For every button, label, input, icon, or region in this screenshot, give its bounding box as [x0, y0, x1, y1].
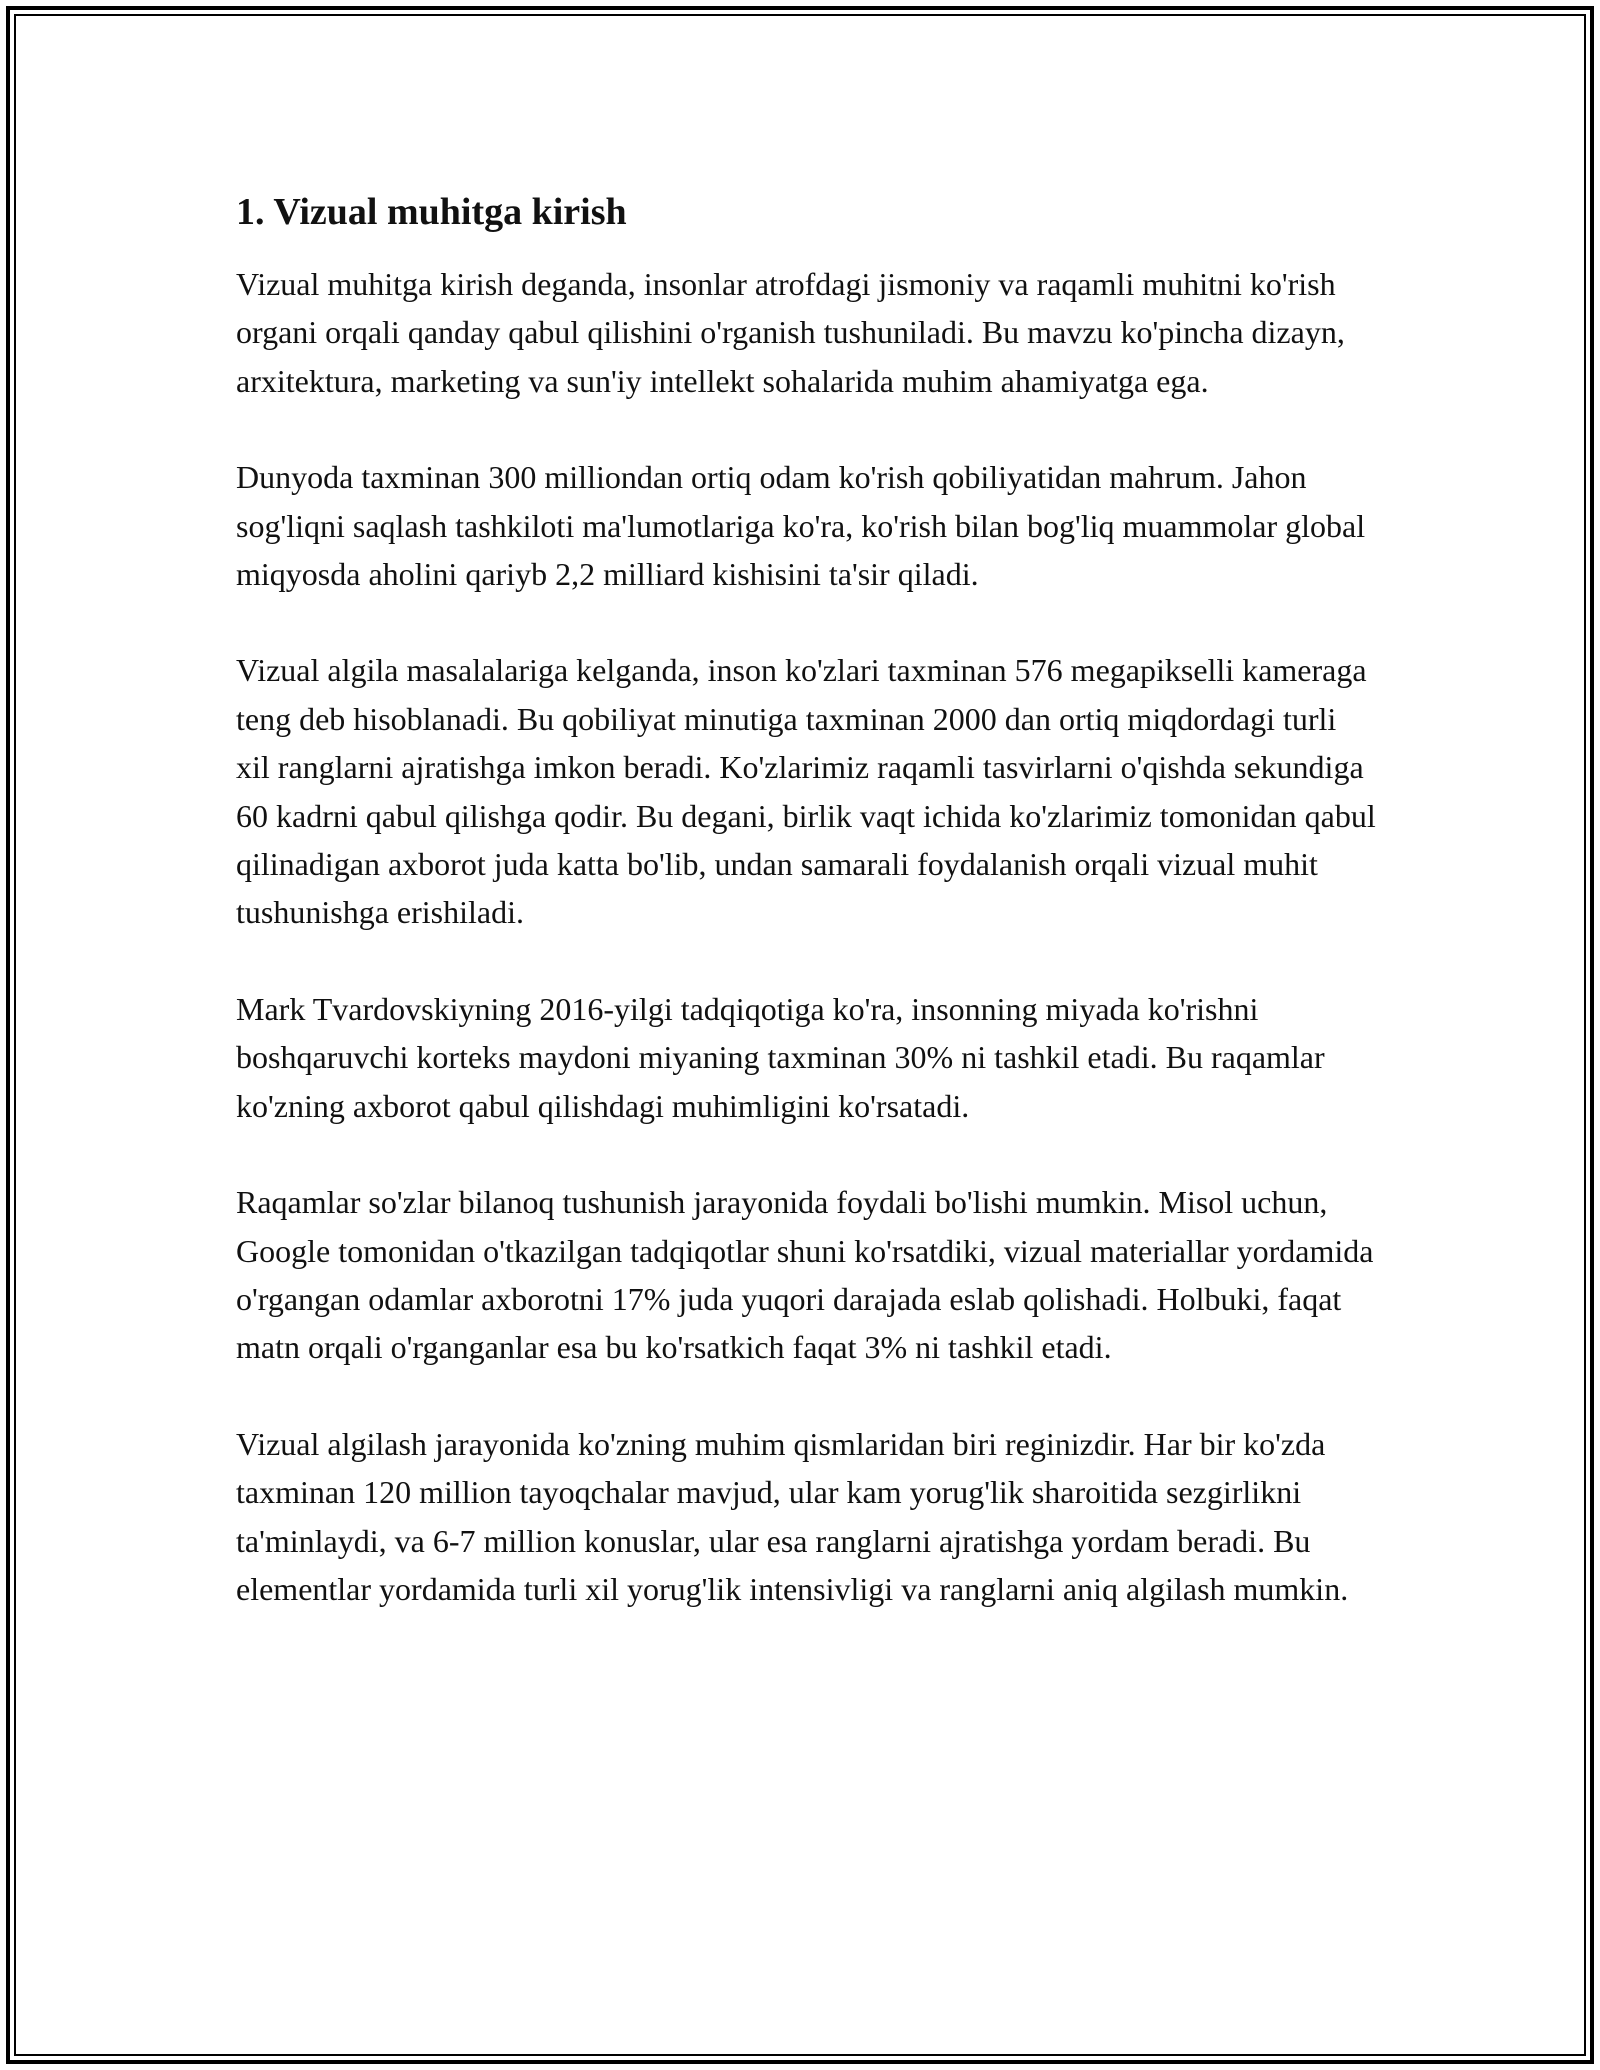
paragraph-1: Vizual muhitga kirish deganda, insonlar atrofdagi jismoniy va raqamli muhitni ko'rish organi orqali qanday qabul qilishini o'rganish tushuniladi. Bu mavzu ko'pincha dizayn, arxitektura, marketing va sun'iy intellekt sohalarida muhim ahamiyatga ega. [236, 266, 1345, 399]
paragraph-6: Vizual algilash jarayonida ko'zning muhim qismlaridan biri reginizdir. Har bir ko'zda taxminan 120 million tayoqchalar mavjud, ular kam yorug'lik sharoitida sezgirlikni ta'minlaydi, va 6-7 million konuslar, ular esa ranglarni ajratishga yordam beradi. Bu elementlar yordamida turli xil yorug'lik intensivligi va ranglarni aniq algilash mumkin. [236, 1425, 1349, 1607]
paragraph-4: Mark Tvardovskiyning 2016-yilgi tadqiqotiga ko'ra, insonning miyada ko'rishni boshqaruvchi korteks maydoni miyaning taxminan 30% ni tashkil etadi. Bu raqamlar ko'zning axborot qabul qilishdagi muhimligini ko'rsatadi. [236, 990, 1325, 1124]
document-body [236, 186, 1376, 1661]
paragraph-5: Raqamlar so'zlar bilanoq tushunish jarayonida foydali bo'lishi mumkin. Misol uchun, Google tomonidan o'tkazilgan tadqiqotlar shuni ko'rsatdiki, vizual materiallar yordamida o'rgangan odamlar axborotni 17% juda yuqori darajada eslab qolishadi. Holbuki, faqat matn orqali o'rganganlar esa bu ko'rsatkich faqat 3% ni tashkil etadi. [236, 1184, 1374, 1366]
paragraph-2: Dunyoda taxminan 300 milliondan ortiq odam ko'rish qobiliyatidan mahrum. Jahon sog'liqni saqlash tashkiloti ma'lumotlariga ko'ra, ko'rish bilan bog'liq muammolar global miqyosda aholini qariyb 2,2 milliard kishisini ta'sir qiladi. [236, 459, 1366, 593]
paragraph-3: Vizual algila masalalariga kelganda, inson ko'zlari taxminan 576 megapikselli kameraga teng deb hisoblanadi. Bu qobiliyat minutiga taxminan 2000 dan ortiq miqdordagi turli xil ranglarni ajratishga imkon beradi. Ko'zlarimiz raqamli tasvirlarni o'qishda sekundiga 60 kadrni qabul qilishga qodir. Bu degani, birlik vaqt ichida ko'zlarimiz tomonidan qabul qilinadigan axborot juda katta bo'lib, undan samarali foydalanish orqali vizual muhit tushunishga erishiladi. [236, 652, 1376, 931]
section-title: 1. Vizual muhitga kirish [236, 191, 627, 233]
